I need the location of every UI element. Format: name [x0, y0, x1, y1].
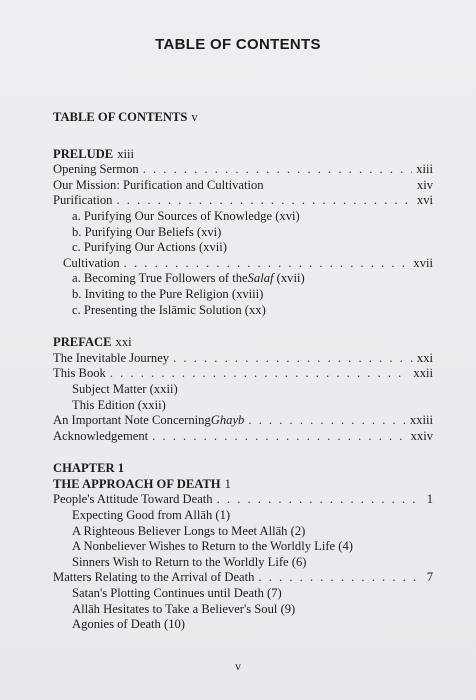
toc-entry: People's Attitude Toward Death . . . 1: [53, 492, 433, 508]
toc-list: [53, 110, 433, 633]
toc-entry: Purification . . . xvi: [53, 193, 433, 209]
section-heading-prelude: PRELUDE xiii: [53, 146, 134, 161]
toc-entry: Matters Relating to the Arrival of Death . . . 7: [53, 570, 433, 586]
toc-subentry: Expecting Good from Allāh (1): [72, 508, 231, 523]
toc-subentry: a. Purifying Our Sources of Knowledge (xvi): [72, 208, 300, 223]
toc-subentry: b. Purifying Our Beliefs (xvi): [72, 224, 222, 239]
toc-entry: The Inevitable Journey . . . xxi: [53, 351, 433, 367]
toc-entry: Cultivation . . . xvii: [53, 256, 433, 272]
toc-subentry: Subject Matter (xxii): [72, 381, 178, 396]
toc-entry: Our Mission: Purification and Cultivation xiv: [53, 177, 433, 192]
section-heading-preface: PREFACE xxi: [53, 335, 132, 350]
toc-subentry: b. Inviting to the Pure Religion (xviii): [72, 286, 264, 301]
toc-subentry: Sinners Wish to Return to the Worldly Life (6): [72, 554, 307, 569]
leader-dots: [173, 351, 413, 367]
leader-dots: [248, 413, 406, 429]
toc-subentry: c. Presenting the Islāmic Solution (xx): [72, 302, 266, 317]
leader-dots: [217, 492, 423, 508]
toc-entry: Acknowledgement . . . xxiv: [53, 429, 433, 445]
page-number: v: [235, 659, 241, 673]
toc-entry: An Important Note Concerning Ghayb . . . xxiii: [53, 413, 433, 429]
toc-entry: This Book . . . xxii: [53, 366, 433, 382]
leader-dots: [110, 366, 410, 382]
chapter-title: THE APPROACH OF DEATH 1: [53, 476, 231, 491]
toc-subentry: Satan's Plotting Continues until Death (7): [72, 586, 282, 601]
toc-subentry: This Edition (xxii): [72, 397, 166, 412]
toc-entry: Opening Sermon . . . xiii: [53, 162, 433, 178]
toc-subentry: Allāh Hesitates to Take a Believer's Soul (9): [72, 601, 296, 616]
leader-dots: [258, 570, 422, 586]
chapter-heading: CHAPTER 1: [53, 461, 125, 476]
toc-subentry: c. Purifying Our Actions (xvii): [72, 240, 227, 255]
toc-subentry: A Righteous Believer Longs to Meet Allāh (2): [72, 523, 306, 538]
toc-subentry: Agonies of Death (10): [72, 617, 185, 632]
leader-dots: [152, 429, 406, 445]
toc-heading-toc: TABLE OF CONTENTS v: [53, 110, 198, 124]
leader-dots: [124, 256, 410, 272]
leader-dots: [143, 162, 413, 178]
leader-dots: [116, 193, 412, 209]
page-title: TABLE OF CONTENTS: [155, 36, 321, 53]
toc-subentry: a. Becoming True Followers of the Salaf (xvii): [72, 271, 305, 286]
toc-subentry: A Nonbeliever Wishes to Return to the Worldly Life (4): [72, 539, 353, 554]
